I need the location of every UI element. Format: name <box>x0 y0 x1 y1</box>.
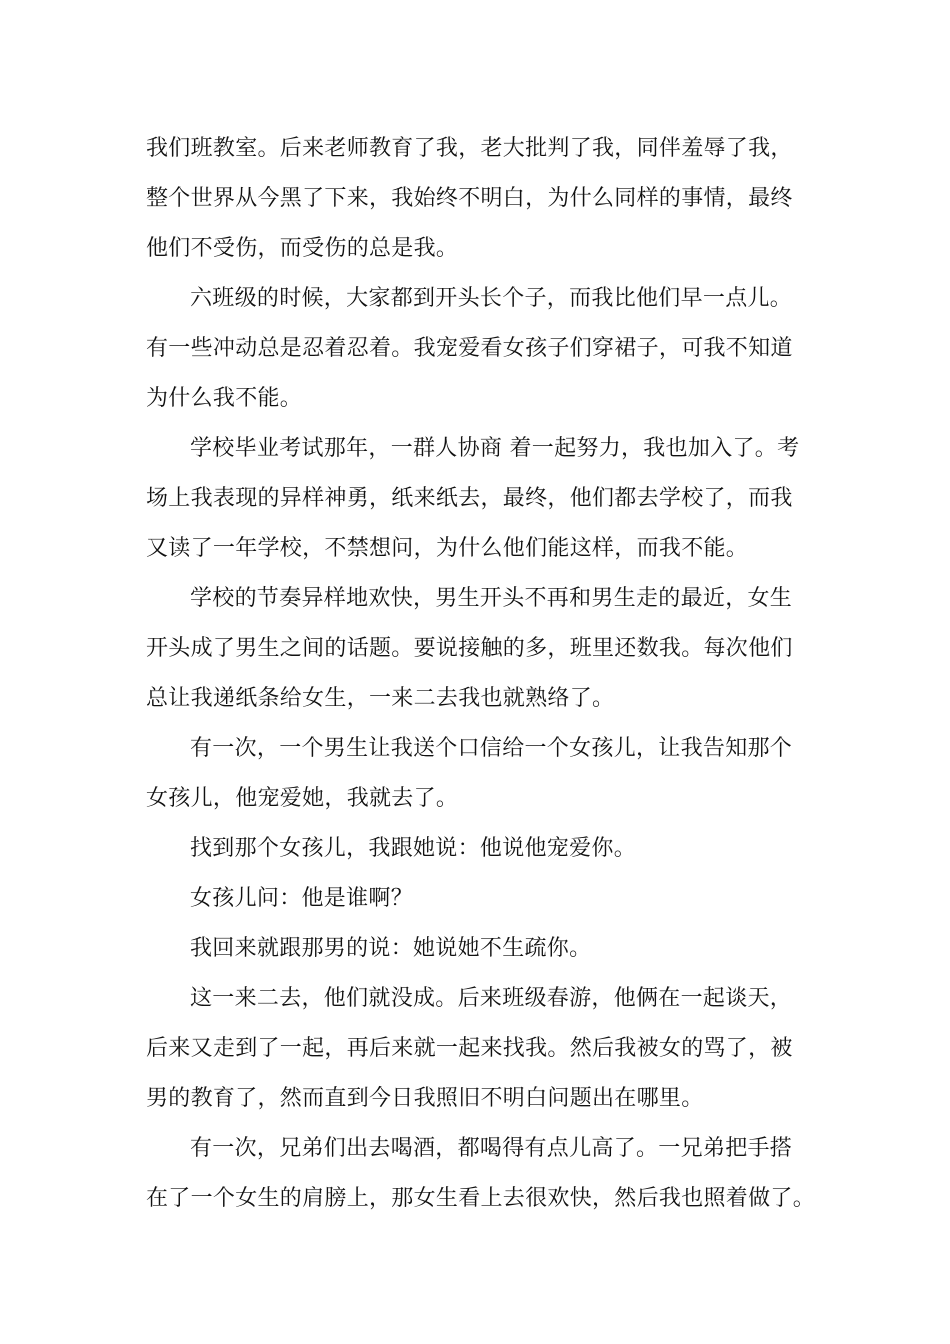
text-line: 女孩儿，他宠爱她，我就去了。 <box>146 786 459 811</box>
text-line: 开头成了男生之间的话题。要说接触的多，班里还数我。每次他们 <box>146 636 793 661</box>
text-line: 场上我表现的异样神勇，纸来纸去，最终，他们都去学校了，而我 <box>146 486 793 511</box>
paragraph-first-line: 有一次，一个男生让我送个口信给一个女孩儿，让我告知那个 <box>190 736 793 761</box>
text-line: 为什么我不能。 <box>146 386 303 411</box>
paragraph-first-line: 这一来二去，他们就没成。后来班级春游，他俩在一起谈天， <box>190 986 793 1011</box>
text-line: 他们不受伤，而受伤的总是我。 <box>146 236 459 261</box>
paragraph-first-line: 找到那个女孩儿，我跟她说：他说他宠爱你。 <box>190 836 637 861</box>
paragraph-first-line: 有一次，兄弟们出去喝酒，都喝得有点儿高了。一兄弟把手搭 <box>190 1136 793 1161</box>
text-line: 在了一个女生的肩膀上，那女生看上去很欢快，然后我也照着做了。 <box>146 1186 816 1211</box>
text-line: 有一些冲动总是忍着忍着。我宠爱看女孩子们穿裙子，可我不知道 <box>146 336 793 361</box>
text-line: 后来又走到了一起，再后来就一起来找我。然后我被女的骂了，被 <box>146 1036 793 1061</box>
paragraph-first-line: 学校的节奏异样地欢快，男生开头不再和男生走的最近，女生 <box>190 586 793 611</box>
text-line: 我们班教室。后来老师教育了我，老大批判了我，同伴羞辱了我， <box>146 136 793 161</box>
document-body <box>146 124 826 1224</box>
paragraph-first-line: 女孩儿问：他是谁啊？ <box>190 886 414 911</box>
text-line: 总让我递纸条给女生，一来二去我也就熟络了。 <box>146 686 615 711</box>
text-line: 男的教育了，然而直到今日我照旧不明白问题出在哪里。 <box>146 1086 704 1111</box>
text-line: 又读了一年学校，不禁想问，为什么他们能这样，而我不能。 <box>146 536 749 561</box>
text-line: 整个世界从今黑了下来，我始终不明白，为什么同样的事情，最终 <box>146 186 793 211</box>
paragraph-first-line: 六班级的时候，大家都到开头长个子，而我比他们早一点儿。 <box>190 286 793 311</box>
paragraph-first-line: 我回来就跟那男的说：她说她不生疏你。 <box>190 936 592 961</box>
paragraph-first-line: 学校毕业考试那年，一群人协商 着一起努力，我也加入了。考 <box>190 436 800 461</box>
